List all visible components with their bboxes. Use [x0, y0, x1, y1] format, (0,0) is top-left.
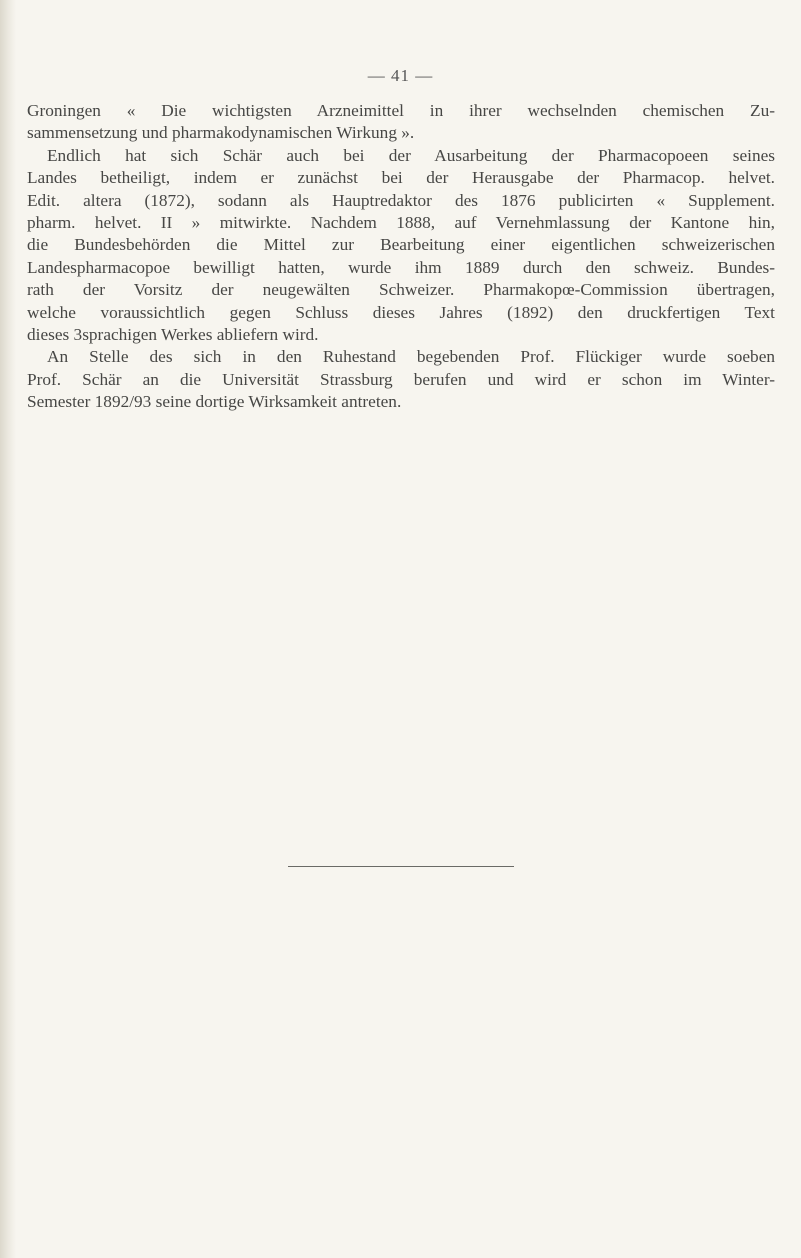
text-line: Endlich hat sich Schär auch bei der Ausarbeitung der Pharmacopoeen seines	[47, 145, 775, 165]
text-line: An Stelle des sich in den Ruhestand begebenden Prof. Flückiger wurde soeben	[47, 347, 775, 367]
text-line: welche voraussichtlich gegen Schluss dieses Jahres (1892) den druckfertigen Text	[27, 302, 775, 322]
body-text	[27, 100, 775, 413]
text-line: rath der Vorsitz der neugewälten Schweizer. Pharmakopœ-Commission übertragen,	[27, 280, 775, 300]
text-line: dieses 3sprachigen Werkes abliefern wird.	[27, 324, 319, 344]
text-line: Edit. altera (1872), sodann als Hauptredaktor des 1876 publicirten « Supplement.	[27, 190, 775, 210]
text-line: pharm. helvet. II » mitwirkte. Nachdem 1888, auf Vernehmlassung der Kantone hin,	[27, 212, 775, 232]
section-divider	[288, 866, 514, 867]
text-line: Semester 1892/93 seine dortige Wirksamkeit antreten.	[27, 392, 402, 412]
text-line: Landespharmacopoe bewilligt hatten, wurde ihm 1889 durch den schweiz. Bundes-	[27, 257, 775, 277]
text-line: Landes betheiligt, indem er zunächst bei der Herausgabe der Pharmacop. helvet.	[27, 168, 775, 188]
text-line: die Bundesbehörden die Mittel zur Bearbeitung einer eigentlichen schweizerischen	[27, 235, 775, 255]
text-line: Prof. Schär an die Universität Strassburg berufen und wird er schon im Winter-	[27, 369, 775, 389]
text-line: Groningen « Die wichtigsten Arzneimittel in ihrer wechselnden chemischen Zu-	[27, 101, 775, 120]
text-line: sammensetzung und pharmakodynamischen Wirkung ».	[27, 123, 415, 143]
page-edge-shadow	[0, 0, 16, 1258]
page-number: — 41 —	[367, 66, 434, 85]
